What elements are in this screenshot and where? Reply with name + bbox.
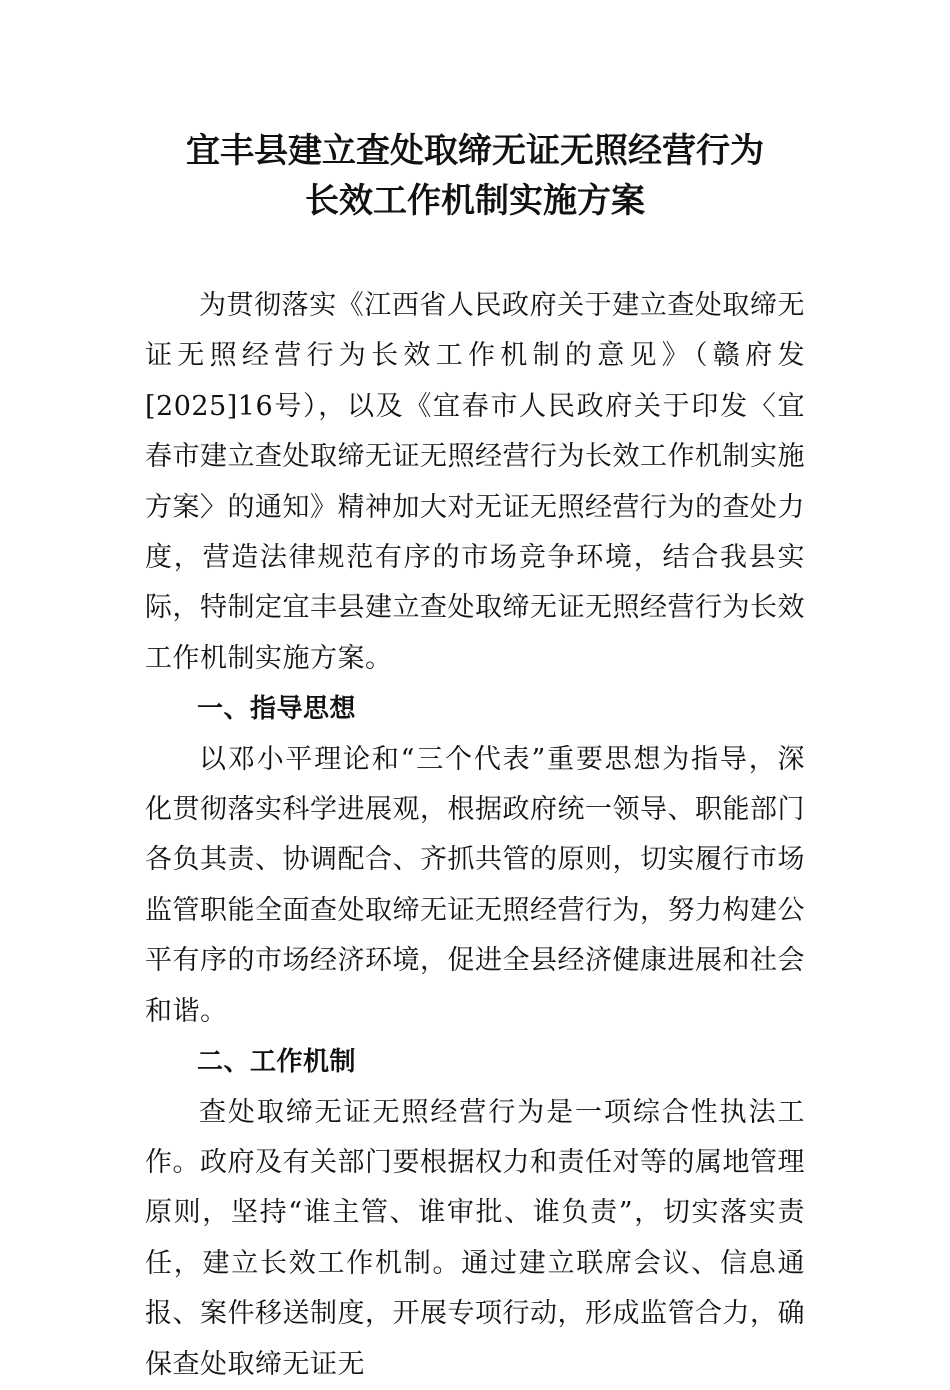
section-1-paragraph: 以邓小平理论和“三个代表”重要思想为指导，深化贯彻落实科学进展观，根据政府统一领导、职能部门各负其责、协调配合、齐抓共管的原则，切实履行市场监管职能全面查处取缔无证无照经营行为，努力构建公平有序的市场经济环境，促进全县经济健康进展和社会和谐。 xyxy=(145,743,805,1027)
section-2-heading: 二、工作机制 xyxy=(197,1047,357,1078)
section-1-heading: 一、指导思想 xyxy=(197,694,357,725)
document-title-line-1: 宜丰县建立查处取缔无证无照经营行为 xyxy=(186,131,764,171)
document-title-line-2: 长效工作机制实施方案 xyxy=(305,181,645,221)
intro-paragraph: 为贯彻落实《江西省人民政府关于建立查处取缔无证无照经营行为长效工作机制的意见》（赣府发[2025]16号），以及《宜春市人民政府关于印发〈宜春市建立查处取缔无证无照经营行为长效工作机制实施方案〉的通知》精神加大对无证无照经营行为的查处力度，营造法律规范有序的市场竞争环境，结合我县实际，特制定宜丰县建立查处取缔无证无照经营行为长效工作机制实施方案。 xyxy=(145,290,805,674)
section-2-paragraph: 查处取缔无证无照经营行为是一项综合性执法工作。政府及有关部门要根据权力和责任对等的属地管理原则，坚持“谁主管、谁审批、谁负责”，切实落实责任，建立长效工作机制。通过建立联席会议、信息通报、案件移送制度，开展专项行动，形成监管合力，确保查处取缔无证无 xyxy=(145,1096,805,1380)
document-body xyxy=(145,281,805,1390)
